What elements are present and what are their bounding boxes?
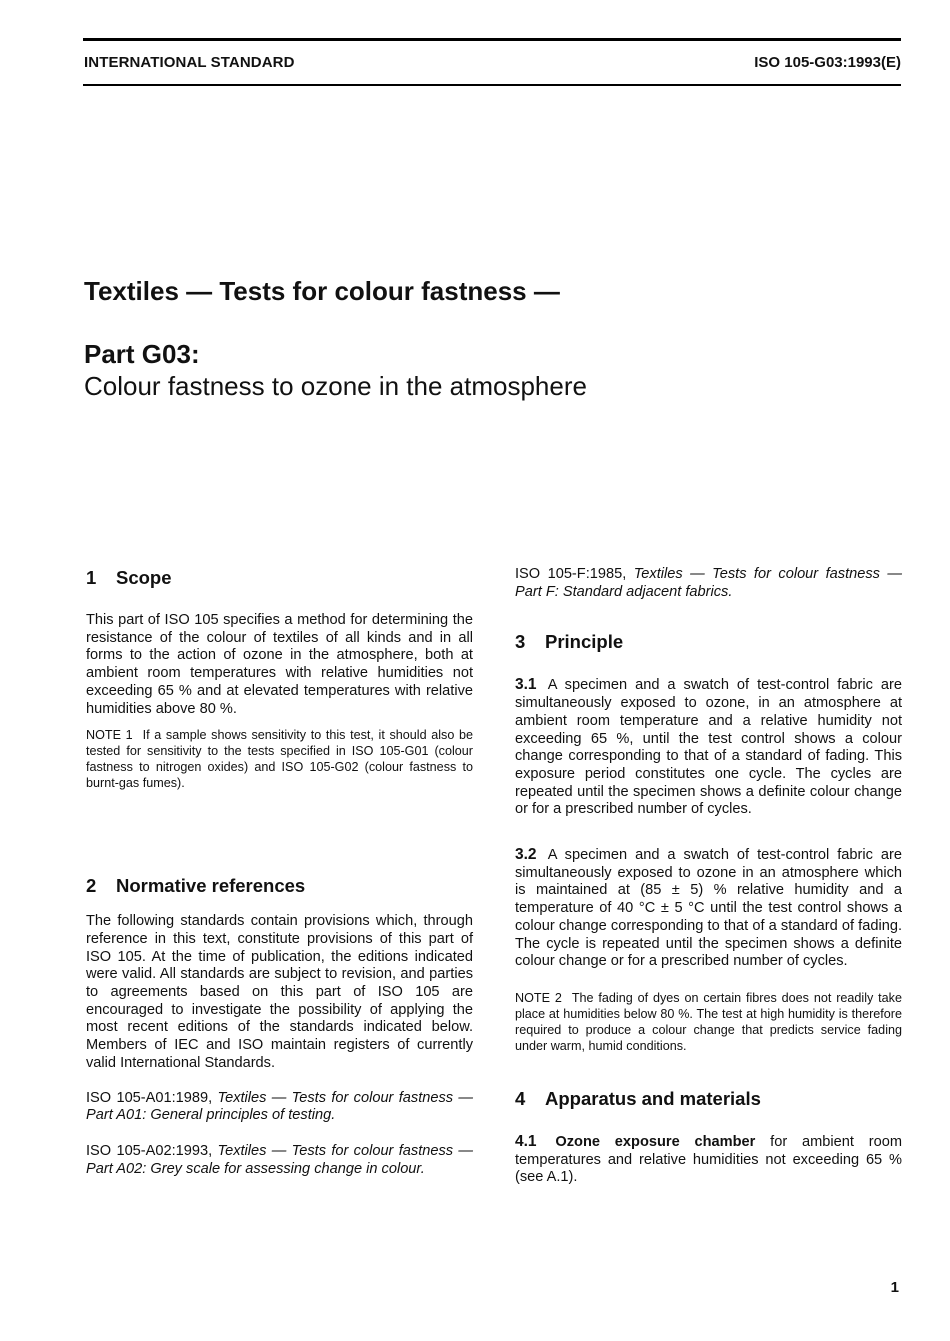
header-top-rule [83, 38, 901, 41]
clause-number: 3.2 [515, 846, 537, 864]
clause-text: A specimen and a swatch of test-control fabric are simultaneously exposed to ozone in an atmosphere which is maintained at (85 ± 5) % relative humidity and a temperature of 40 °C ± 5 °C until the test control shows a colour change corresponding to that of a standard of fading. The cycle is repeated until the specimen shows a definite colour change or for a prescribed number of cycles. [515, 847, 903, 970]
reference-code: ISO 105-A02:1993, [86, 1142, 213, 1159]
section-heading-principle [515, 630, 902, 654]
reference-title: Textiles — Tests for colour fastness — Part A01: General principles of testing. [86, 1089, 473, 1124]
section-heading-normative-references [86, 874, 473, 898]
reference-code: ISO 105-A01:1989, [86, 1089, 213, 1106]
clause-term: Ozone exposure chamber [555, 1133, 756, 1150]
reference-item [86, 1090, 473, 1125]
principle-3-1 [515, 676, 902, 819]
scope-paragraph: This part of ISO 105 specifies a method for determining the resistance of the colour of textiles of all kinds and in all forms to the action of ozone in the atmosphere, both at ambient room temperatures with relative humidities not exceeding 65 % and at elevated temperatures with relative humidities above 80 %. [86, 612, 473, 717]
page-number: 1 [890, 1279, 899, 1296]
reference-item [86, 1143, 473, 1178]
right-column [515, 566, 902, 1187]
principle-3-2 [515, 846, 902, 971]
clause-text: A specimen and a swatch of test-control fabric are simultaneously exposed to ozone, in an atmosphere at ambient room temperature and a relative humidity not exceeding 65 %, until the test control shows a colour change corresponding to that of a standard of fading. This exposure period constitutes one cycle. The cycles are repeated until the specimen shows a definite colour change or for a prescribed number of cycles. [515, 677, 903, 818]
note-label: NOTE 2 [515, 990, 562, 1005]
section-title: Principle [545, 631, 624, 653]
reference-title: Textiles — Tests for colour fastness — Part F: Standard adjacent fabrics. [515, 566, 902, 600]
header-bottom-rule [83, 84, 901, 86]
section-number: 1 [86, 567, 97, 588]
part-subtitle: Colour fastness to ozone in the atmosphere [84, 371, 587, 401]
reference-code: ISO 105-F:1985, [515, 566, 627, 582]
apparatus-4-1 [515, 1133, 902, 1187]
references-paragraph: The following standards contain provisions which, through reference in this text, constitute provisions of this part of ISO 105. At the time of publication, the editions indicated were valid. All standards are subject to revision, and parties to agreements based on this part of ISO 105 are encouraged to investigate the possibility of applying the most recent editions of the standards indicated below. Members of IEC and ISO maintain registers of currently valid International Standards. [86, 913, 473, 1071]
section-number: 4 [515, 1087, 526, 1109]
reference-title: Textiles — Tests for colour fastness — Part A02: Grey scale for assessing change in colour. [86, 1142, 473, 1177]
clause-number: 3.1 [515, 676, 537, 694]
header-standard-number: ISO 105-G03:1993(E) [754, 54, 901, 71]
section-heading-apparatus [515, 1087, 902, 1111]
part-label: Part G03: [84, 339, 200, 369]
section-title: Apparatus and materials [545, 1087, 761, 1109]
header-standard-type: INTERNATIONAL STANDARD [84, 54, 295, 71]
note-label: NOTE 1 [86, 728, 133, 743]
reference-item [515, 566, 902, 601]
section-number: 2 [86, 875, 97, 897]
clause-text: for ambient room temperatures and relative humidities not exceeding 65 % (see A.1). [515, 1133, 903, 1186]
scope-note [86, 727, 473, 791]
note-text: If a sample shows sensitivity to this test, it should also be tested for sensitivity to the tests specified in ISO 105-G01 (colour fastness to nitrogen oxides) and ISO 105-G02 (colour fastness to burnt-gas fumes). [86, 728, 473, 791]
clause-number: 4.1 [515, 1132, 537, 1150]
section-number: 3 [515, 631, 526, 653]
document-title: Textiles — Tests for colour fastness — [84, 276, 560, 306]
section-heading-scope [86, 566, 473, 590]
section-title: Normative references [116, 875, 306, 897]
section-title: Scope [116, 567, 172, 588]
note-text: The fading of dyes on certain fibres does not readily take place at humidities below 80 %. The test at high humidity is therefore required to produce a colour change that predicts service fading under warm, humid conditions. [515, 990, 902, 1053]
left-column [86, 566, 473, 1178]
principle-note [515, 990, 902, 1054]
